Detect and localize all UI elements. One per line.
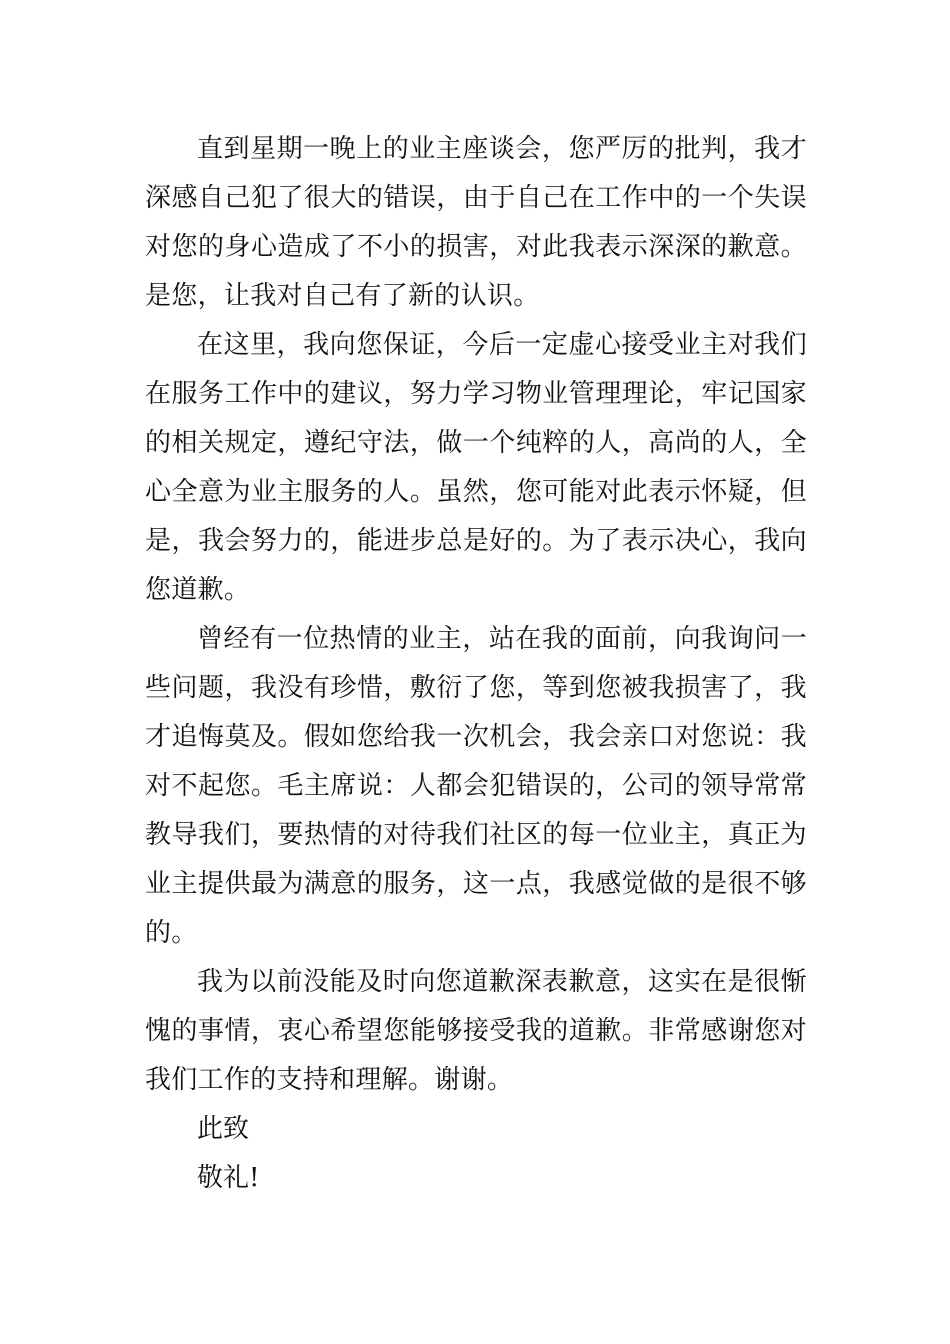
paragraph-1: 直到星期一晚上的业主座谈会，您严厉的批判，我才深感自己犯了很大的错误，由于自己在工作中的一个失误对您的身心造成了不小的损害，对此我表示深深的歉意。是您，让我对自己有了新的认识。 xyxy=(145,134,807,311)
paragraph-2: 在这里，我向您保证，今后一定虚心接受业主对我们在服务工作中的建议，努力学习物业管理理论，牢记国家的相关规定，遵纪守法，做一个纯粹的人，高尚的人，全心全意为业主服务的人。虽然，您可能对此表示怀疑，但是，我会努力的，能进步总是好的。为了表示决心，我向您道歉。 xyxy=(145,330,807,605)
paragraph-4: 我为以前没能及时向您道歉深表歉意，这实在是很惭愧的事情，衷心希望您能够接受我的道歉。非常感谢您对我们工作的支持和理解。谢谢。 xyxy=(145,967,807,1095)
paragraph-3: 曾经有一位热情的业主，站在我的面前，向我询问一些问题，我没有珍惜，敷衍了您，等到您被我损害了，我才追悔莫及。假如您给我一次机会，我会亲口对您说：我对不起您。毛主席说：人都会犯错误的，公司的领导常常教导我们，要热情的对待我们社区的每一位业主，真正为业主提供最为满意的服务，这一点，我感觉做的是很不够的。 xyxy=(145,624,807,948)
letter-body xyxy=(145,125,807,1203)
closing-salutation: 此致 xyxy=(197,1114,250,1144)
closing-regards: 敬礼! xyxy=(197,1163,260,1193)
